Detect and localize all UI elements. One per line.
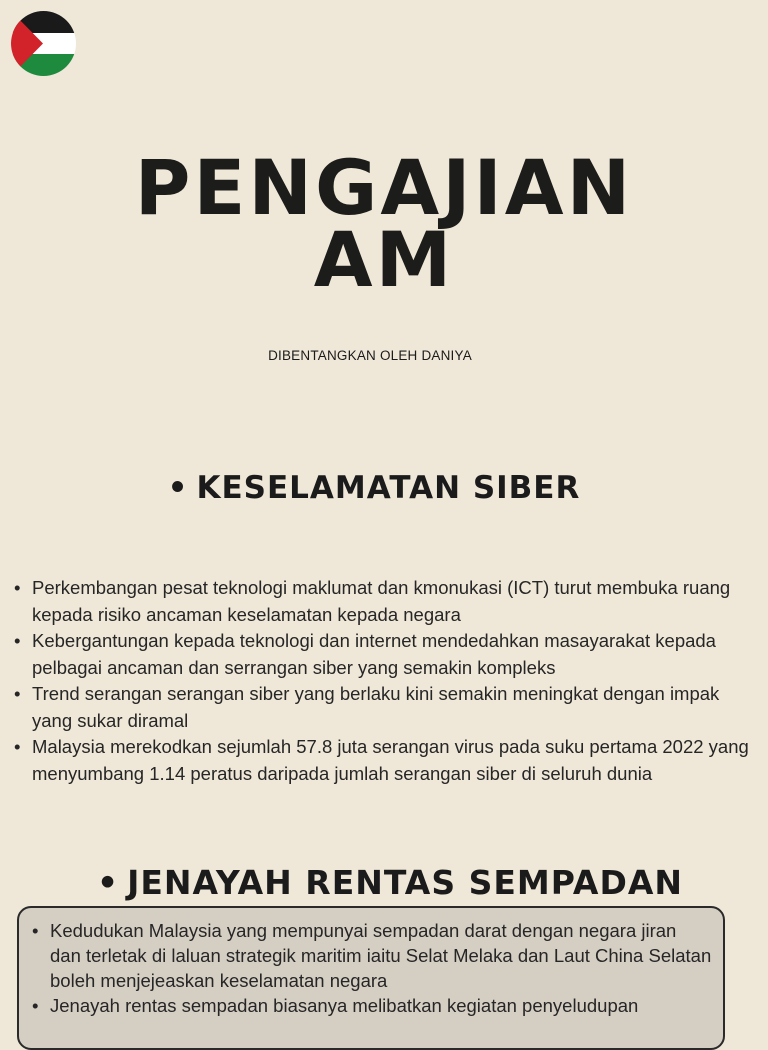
list-item: • Kebergantungan kepada teknologi dan internet mendedahkan masayarakat kepada pelbagai ancaman dan serrangan siber yang semakin kompleks [14,628,759,681]
title-line-2: AM [313,215,455,304]
list-item: • Jenayah rentas sempadan biasanya melibatkan kegiatan penyeludupan [32,993,712,1018]
cross-border-crime-box [17,906,725,1050]
section-heading-cross-border-crime [6,863,768,902]
list-item: • Perkembangan pesat teknologi maklumat dan kmonukasi (ICT) turut membuka ruang kepada risiko ancaman keselamatan kepada negara [14,575,759,628]
section-heading-text: KESELAMATAN SIBER [196,470,581,506]
section-heading-text: JENAYAH RENTAS SEMPADAN [127,863,683,902]
palestine-flag-icon [11,11,76,76]
title-line-1: PENGAJIAN [134,143,634,232]
presenter-text: DIBENTANGKAN OLEH DANIYA [268,348,472,363]
list-item: • Trend serangan serangan siber yang berlaku kini semakin meningkat dengan impak yang sukar diramal [14,681,759,734]
list-item: • Malaysia merekodkan sejumlah 57.8 juta serangan virus pada suku pertama 2022 yang menyumbang 1.14 peratus daripada jumlah serangan siber di seluruh dunia [14,734,759,787]
cyber-security-points [14,575,759,787]
heading-bullet: • [96,863,120,902]
cross-border-crime-points [32,918,712,1018]
section-heading-cyber-security [0,470,758,506]
list-item: • Kedudukan Malaysia yang mempunyai sempadan darat dengan negara jiran dan terletak di laluan strategik maritim iaitu Selat Melaka dan Laut China Selatan boleh menjejeaskan keselamatan negara [32,918,712,993]
heading-bullet: • [167,470,189,506]
